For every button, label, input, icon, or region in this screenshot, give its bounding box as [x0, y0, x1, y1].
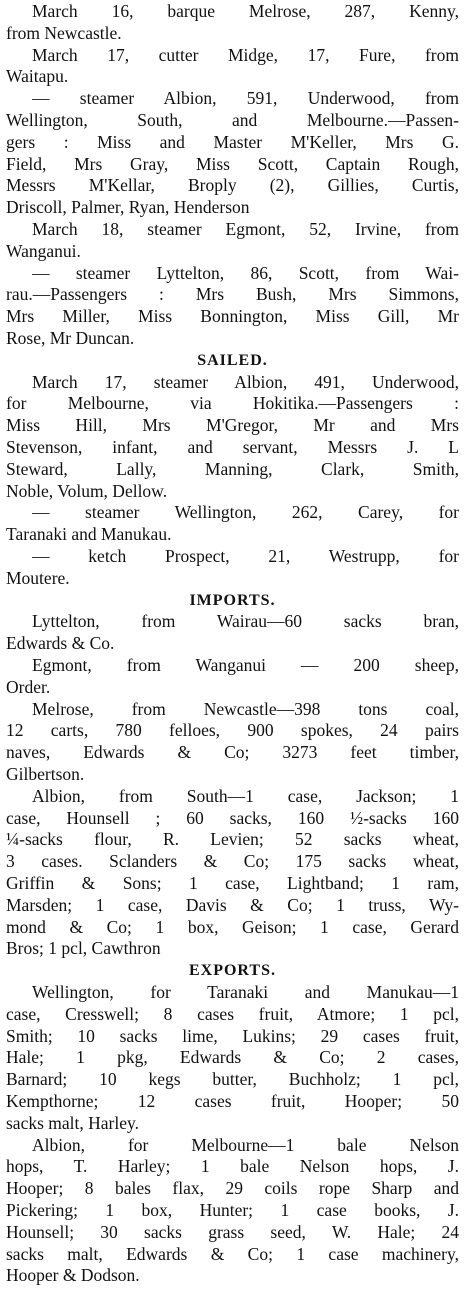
text-line: Moutere.: [6, 567, 70, 588]
text-line: — steamer Albion, 591, Underwood, from: [32, 88, 459, 109]
text-line: — ketch Prospect, 21, Westrupp, for: [32, 546, 459, 566]
text-line: Stevenson, infant, and servant, Messrs J. L: [6, 437, 459, 457]
text-line: — steamer Wellington, 262, Carey, for: [32, 502, 459, 523]
text-line: Egmont, from Wanganui — 200 sheep,: [32, 655, 459, 675]
text-line: mond & Co; 1 box, Geison; 1 case, Gerard: [6, 916, 459, 937]
text-line: sacks malt, Harley.: [6, 1112, 139, 1133]
text-line: hops, T. Harley; 1 bale Nelson hops, J.: [6, 1156, 459, 1177]
text-line: naves, Edwards & Co; 3273 feet timber,: [6, 742, 459, 763]
text-line: Hounsell; 30 sacks grass seed, W. Hale; 24: [6, 1221, 459, 1242]
text-line: for Melbourne, via Hokitika.—Passengers :: [6, 393, 459, 414]
text-line: Rose, Mr Duncan.: [6, 328, 135, 348]
text-line: Hale; 1 pkg, Edwards & Co; 2 cases,: [6, 1047, 459, 1068]
text-line: Miss Hill, Mrs M'Gregor, Mr and Mrs: [6, 415, 459, 436]
text-line: Taranaki and Manukau.: [6, 524, 172, 545]
text-line: March 18, steamer Egmont, 52, Irvine, from: [32, 219, 459, 239]
text-line: March 16, barque Melrose, 287, Kenny,: [32, 1, 459, 21]
text-line: — steamer Lyttelton, 86, Scott, from Wai-: [32, 262, 459, 283]
text-line: March 17, steamer Albion, 491, Underwood,: [32, 371, 459, 392]
text-line: Marsden; 1 case, Davis & Co; 1 truss, Wy-: [6, 894, 459, 915]
text-line: Edwards & Co.: [6, 633, 115, 654]
text-line: Melrose, from Newcastle—398 tons coal,: [32, 698, 459, 719]
text-line: ¼-sacks flour, R. Levien; 52 sacks wheat,: [6, 829, 459, 850]
text-line: sacks malt, Edwards & Co; 1 case machinery,: [6, 1243, 459, 1264]
text-line: Wanganui.: [6, 240, 81, 261]
text-line: Wellington, South, and Melbourne.—Passen-: [6, 110, 459, 130]
section-heading: IMPORTS.: [189, 591, 276, 609]
text-line: Albion, for Melbourne—1 bale Nelson: [32, 1134, 459, 1155]
text-line: Gilbertson.: [6, 764, 85, 784]
text-line: Albion, from South—1 case, Jackson; 1: [32, 785, 459, 806]
text-line: Kempthorne; 12 cases fruit, Hooper; 50: [6, 1091, 459, 1111]
text-line: 3 cases. Sclanders & Co; 175 sacks wheat,: [6, 851, 459, 872]
text-line: Hooper & Dodson.: [6, 1265, 140, 1286]
text-line: March 17, cutter Midge, 17, Fure, from: [32, 44, 459, 65]
text-line: Bros; 1 pcl, Cawthron: [6, 938, 161, 959]
text-line: Griffin & Sons; 1 case, Lightband; 1 ram,: [6, 873, 459, 893]
text-line: Barnard; 10 kegs butter, Buchholz; 1 pcl,: [6, 1069, 459, 1090]
text-line: Noble, Volum, Dellow.: [6, 480, 168, 501]
text-line: Messrs M'Kellar, Broply (2), Gillies, Curtis,: [6, 175, 459, 196]
text-line: Waitapu.: [6, 66, 69, 87]
text-line: Driscoll, Palmer, Ryan, Henderson: [6, 197, 250, 218]
text-line: Order.: [6, 676, 51, 697]
text-line: Smith; 10 sacks lime, Lukins; 29 cases fruit,: [6, 1025, 459, 1046]
text-line: Wellington, for Taranaki and Manukau—1: [32, 982, 459, 1002]
text-line: gers : Miss and Master M'Keller, Mrs G.: [6, 131, 459, 152]
section-heading: SAILED.: [197, 351, 268, 369]
text-line: Lyttelton, from Wairau—60 sacks bran,: [32, 611, 459, 632]
text-line: from Newcastle.: [6, 22, 122, 43]
text-line: Steward, Lally, Manning, Clark, Smith,: [6, 458, 459, 479]
text-line: Hooper; 8 bales flax, 29 coils rope Sharp and: [6, 1178, 459, 1199]
text-line: case, Cresswell; 8 cases fruit, Atmore; 1 pcl,: [6, 1003, 459, 1024]
text-line: Pickering; 1 box, Hunter; 1 case books, J.: [6, 1200, 459, 1220]
text-line: Mrs Miller, Miss Bonnington, Miss Gill, Mr: [6, 306, 459, 327]
text-line: Field, Mrs Gray, Miss Scott, Captain Rough,: [6, 153, 459, 174]
text-line: 12 carts, 780 felloes, 900 spokes, 24 pairs: [6, 720, 459, 741]
text-line: case, Hounsell ; 60 sacks, 160 ½-sacks 160: [6, 807, 459, 828]
section-heading: EXPORTS.: [188, 962, 276, 980]
text-line: rau.—Passengers : Mrs Bush, Mrs Simmons,: [6, 284, 459, 305]
